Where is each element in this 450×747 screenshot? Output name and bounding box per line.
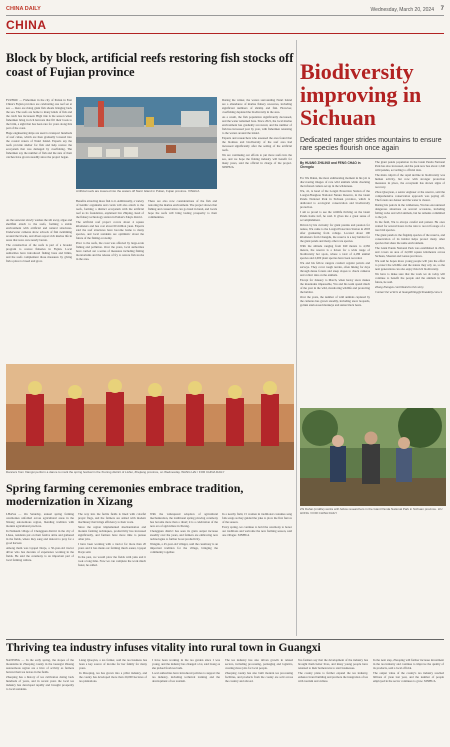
reef-paragraph: As a result, the fish population significantly decreased, and the water remained bare. Since 2021, the local marine environment has gradually recovered, and the number of fish has increased year by year, with fishermen returning to the waters around the island.: [222, 115, 292, 135]
reef-paragraph: We are continuing our efforts to put more reefs into the sea, and we hope the fishing industry will benefit for many years, said the official in charge of the project. XINHUA: [222, 153, 292, 169]
biodiversity-paragraph: We have to make sure that the work we do today will continue to benefit the people and the animals in the future, he said.: [375, 272, 445, 284]
xizang-paragraph: I have been working with a tractor for more than 20 years and it has made our farming much easier, Gyapel Dorje said.: [78, 542, 146, 554]
tea-paragraph: NANNING — In the early spring, the slopes of the mountains in Zhaoping county in the Guangxi Zhuang autonomous region are a hive of activity as farmers harvest their tea leaves in the fields.: [6, 658, 74, 674]
tea-paragraph: The output value of the county's tea industry reached billions of yuan last year, and the number of people employed in the sector continues to grow. XINHUA: [373, 671, 444, 683]
biodiversity-paragraph: The Giant Panda National Park was established in 2021, and covers an area of 22,000 square kilometers across Sichuan, Shaanxi and Gansu provinces.: [375, 246, 445, 258]
reef-photo: [76, 97, 217, 189]
reef-paragraph: FUZHOU — Fishermen in the city of Putian in East China's Fujian province are celebrating one reef set at sea — there are rising giant fish shoals bringing back the sea. The reefs are home to many kinds of fish and the catch has increased. High tide is the season when fishermen bring in rich harvests that fill their boats to the brim, a sight that has been rare for years along this part of the coast.: [6, 98, 72, 130]
header-rule: [6, 15, 444, 16]
reef-column-3: [148, 199, 217, 359]
biodiversity-column-1: [300, 176, 370, 404]
dancers-photo-caption: Dancers from Xiangxi perform a dance to mark the spring festival in the Xiuning district of Lishui, Zhejiang province, on Wednesday. WANG HAI / FOR CHINA DAILY: [6, 471, 225, 474]
reef-column-1: [6, 98, 72, 216]
xizang-paragraph: Every spring, we continue to hold the ceremony to honor our traditions and welcome the new farming season, said one villager. XINHUA: [222, 525, 292, 537]
biodiversity-paragraph: Zhou Qiaoyuan, a senior engineer at the reserve, said the comprehensive conservation approach was paying off. The forests are denser and the water is clearer.: [375, 190, 445, 202]
reef-photo-image: [76, 97, 217, 189]
biodiversity-headline: Biodiversity improving in Sichuan: [300, 59, 422, 130]
biodiversity-column-2: [375, 160, 445, 404]
xizang-column-3: [150, 512, 218, 636]
xizang-paragraph: In a nearby field, 15 women in traditional costumes sang folk songs as they guided the yaks to plow the first furrow of the season.: [222, 512, 292, 524]
biodiversity-paragraph: For Wu Dahai, the most exhilarating moment in his job is discovering images of rare wild animals while checking the infrared camera set up in the wilderness.: [300, 176, 370, 188]
xizang-paragraph: The way into the fertile fields is lined with colorful prayer flags, and the farmers are armed with modern machinery that brings efficiency to their work.: [78, 512, 146, 524]
tea-column-5: [298, 658, 368, 744]
section-rule: [6, 33, 444, 34]
reef-paragraph: Benefits attracting more fish to it. Additionally, a variety of benthic organisms and corals will also attach to the reefs, forming a distinct ecosystem with the artificial reef as its foundation, explained Lin Zhiping, head of the fishery technology station in Putian's Xiuyu district.: [76, 199, 144, 219]
xizang-paragraph: LHASA — On Saturday, annual spring farming ceremonies unfolded across agricultural areas in the Xizang autonomous region, blending tradition with modern agricultural practices.: [6, 512, 74, 528]
biodiversity-subhead: Dedicated ranger strides mountains to ensure rare species flourish once again: [300, 137, 442, 152]
biodiversity-paragraph: In the field, Wu is always careful and patient. He once waited for several hours in the rain to record footage of a rare bird species.: [375, 220, 445, 232]
biodiversity-byline: By HUANG ZHILING and FENG CHAO in Chengdu: [300, 161, 361, 169]
tea-paragraph: Zhaoping county has also built modern tea processing facilities, and products from the county are sold across the country and abroad.: [225, 671, 293, 683]
reef-column-2: [76, 199, 144, 359]
column-divider: [296, 40, 297, 636]
reef-paragraph: There are also now considerations of the fish and restoring the marine environment. The project shows that fishing and conservation can go hand in hand, and locals hope the reefs will bring lasting prosperity to their communities.: [148, 199, 217, 219]
biodiversity-paragraph: Zhang Zhongxu contributed to this story.: [375, 285, 425, 289]
xizang-paragraph: Since the region implemented mechanization and modern farming techniques, productivity has increased significantly, and farmers have more time to pursue other jobs.: [78, 525, 146, 541]
biodiversity-paragraph: The main culprit of the rapid decline in biodiversity was human activity, but now with stronger protection measures in place, the ecosystem has shown signs of recovery.: [375, 173, 445, 189]
dancers-photo: [6, 364, 294, 470]
subhead-rule: [300, 158, 446, 159]
tea-column-4: [225, 658, 293, 744]
ranger-photo: [300, 408, 446, 506]
tea-paragraph: Local authorities have introduced policies to support the tea industry, including technical training and the development of tea tourism.: [152, 671, 220, 683]
reef-paragraph: The construction of the reefs is part of a broader program to restore fisheries in Fujian. Local authorities have introduced fishing bans and limits, and the reefs complement those measures by giving fish a place to breed and grow.: [6, 243, 72, 263]
page-number: 7: [440, 6, 444, 12]
biodiversity-paragraph: During his patrols in the wilderness, Wu has encountered dangerous situations on several occasions, including falling rocks and wild animals, but he remains committed to the job.: [375, 203, 445, 219]
ranger-photo-image: [300, 408, 446, 506]
ranger-photo-caption: Zhi Dahai (middle) works with fellow researchers in the Giant Panda National Park in Sichuan province. LIU HONG / FOR CHINA DAILY: [300, 508, 443, 515]
biodiversity-paragraph: Driven by his curiosity for giant pandas and passion for nature, Wu came to the Longxi Protection Station in 2003 after graduating from college. Located about 190 kilometers from Chengdu, the reserve is a key habitat for the giant panda and many other rare species.: [300, 223, 370, 243]
tea-paragraph: The county plans to further expand the tea industry, enhance brand building and promote the integration of tea with tourism and culture.: [298, 671, 368, 683]
reef-paragraph: Experts and researchers who assessed the area found that the biomass and biodiversity of the reef area had increased significantly after the setting of the artificial reefs.: [222, 136, 292, 152]
tea-column-6: [373, 658, 444, 744]
xizang-paragraph: Wangdu, a 45-year-old villager, said the ceremony is an important tradition for the village, bringing the community together.: [150, 542, 218, 554]
biodiversity-paragraph: I am so proud to see the wildlife thriving on the Giant Panda home turf, he said. It gives me a great sense of accomplishment.: [300, 210, 370, 222]
biodiversity-paragraph: With the altitude ranging from 940 meters to 4,582 meters, the reserve is a haven for a wide range of biodiversity hot spots, where a total of 4,186 animal species and 2,000 plant species have been recorded.: [300, 244, 370, 260]
tea-top-rule: [6, 639, 444, 640]
reef-column-4: [222, 98, 292, 356]
tea-paragraph: I have been working in the tea garden since I was young, and the industry has changed a lot, said Liang as she picked fresh tea buds.: [152, 658, 220, 670]
reef-photo-caption: Artificial reefs are lowered into the waters off Nanri Island in Putian, Fujian province. XINHUA: [76, 190, 200, 193]
xizang-paragraph: Chengguan district has seen its grain output increase steadily over the years, and farmers are embracing new technologies to further boost productivity.: [150, 529, 218, 541]
biodiversity-paragraph: Wu and his fellow rangers conduct regular patrols and surveys. They cover tough terrain, often hiking for days through dense forests and steep slopes to check cameras and collect data on the animals.: [300, 261, 370, 277]
xizang-column-1: [6, 512, 74, 636]
tea-paragraph: Zhaoping has a history of tea cultivation dating back hundreds of years, and in recent years the local tea industry has developed rapidly and brought prosperity to local residents.: [6, 675, 74, 691]
masthead-logo: CHINA DAILY: [6, 6, 41, 12]
biodiversity-paragraph: Over the years, the number of wild animals captured by the cameras has grown steadily, including snow leopards, golden snub-nosed monkeys and Asian black bears.: [300, 295, 370, 307]
tea-paragraph: In Zhaoping, tea has grown into a pillar industry, and the county has developed more than 20,000 hectares of tea plantations.: [79, 671, 147, 683]
writer-contact: Contact the writers at huangzhiling@chinadaily.com.cn: [375, 290, 443, 294]
biodiversity-paragraph: The giant panda population in the Giant Panda National Park has also increased, and the park now has about 1,340 wild pandas, according to official data.: [375, 160, 445, 172]
tea-paragraph: Liang Qiaoyun, a tea farmer, said the tea business has been a key source of income for her family for many years.: [79, 658, 147, 670]
xizang-column-4: [222, 512, 292, 636]
xizang-paragraph: With the widespread adoption of agricultural mechanization, the traditional spring plowing ceremony has become more than a ritual; it is a celebration of the new era of agriculture in Xizang.: [150, 512, 218, 528]
reef-paragraph: The artificial reef project covers about 4 square kilometers and has cost about 60 million yuan. Experts said the reef structures have become home to many species, and local residents are optimistic about the future of the fishing economy.: [76, 220, 144, 240]
tea-paragraph: In the next step, Zhaoping will further increase investment in the tea industry and continue to improve the quality of its products, said a local official.: [373, 658, 444, 670]
tea-column-3: [152, 658, 220, 744]
xizang-headline: Spring farming ceremonies embrace tradition, modernization in Xizang: [6, 481, 244, 508]
section-title: CHINA: [6, 18, 47, 32]
biodiversity-paragraph: Wu, 41, is head of the Longxi Protection Station of the Longxi-Hongkou National Nature Reserve, in the Giant Panda National Park in Sichuan province, which is dedicated to ecological conservation and biodiversity protection.: [300, 189, 370, 209]
issue-date: Wednesday, March 20, 2024: [370, 7, 434, 13]
xizang-column-2: [78, 512, 146, 636]
reef-paragraph: As the seawater slowly washes the silt away, algae and shellfish attach to the reefs, forming a stable environment with artificial and natural structures. Underwater cameras show schools of fish swimming around the blocks, and divers report rich marine life in areas that were once nearly barren.: [6, 218, 72, 242]
biodiversity-paragraph: Wu said he hopes more young people will join the effort to protect the wildlife and the nature they rely on, so the next generations can also enjoy this rich biodiversity.: [375, 259, 445, 271]
tea-headline: Thriving tea industry infuses vitality into rural town in Guangxi: [6, 642, 321, 654]
tea-column-1: [6, 658, 74, 744]
reef-column-1b: [6, 218, 72, 358]
reef-headline: Block by block, artificial reefs restoring fish stocks off coast of Fujian province: [6, 51, 294, 79]
dancers-photo-image: [6, 364, 294, 470]
tea-column-2: [79, 658, 147, 744]
xizang-paragraph: In Namsum village of Chengguan district in the city of Lhasa, residents put on their festive attire and gathered in the fields, where they sang and danced to pray for a good harvest.: [6, 529, 74, 545]
xizang-paragraph: Among them was Gyapel Dorje, a 50-year-old tractor driver who has decades of experience working in the fields. He said the ceremony is an important part of local farming culture.: [6, 546, 74, 562]
reef-paragraph: Huge engineering ships are used to transport hundreds of reef cubes, which are then gradually lowered into the coastal waters of Nanri Island. Experts say the reefs provide shelter for fish and help restore the ecosystem that was damaged by overfishing. The fishermen say the number of fish and the size of their catches have grown steadily since the project began.: [6, 131, 72, 159]
xizang-paragraph: In the past, we would plow the fields with yaks and it took a long time. Now we can complete the work much faster, he added.: [78, 555, 146, 567]
biodiversity-paragraph: Except for January to March, when heavy snow makes the mountains impassable, Wu and his team spend much of the year in the wild, monitoring wildlife and protecting the habitat.: [300, 278, 370, 294]
biodiversity-paragraph: The giant panda is the flagship species of the reserve, and conservation of its habitat helps protect many other species that share the same environment.: [375, 233, 445, 245]
tea-paragraph: Tea farmers say that the development of the industry has brought them better lives, and many young people have returned to their hometowns to start businesses.: [298, 658, 368, 670]
reef-paragraph: Prior to the reefs, the coast was affected by large-scale fishing and pollution. Over the years, local authorities have carried out a series of measures including fishing moratoriums and the release of fry to restore fish stocks in the area.: [76, 241, 144, 261]
tea-paragraph: The tea industry has also driven growth in related sectors, including processing, packaging and logistics, creating more jobs for local people.: [225, 658, 293, 670]
reef-paragraph: During the winter, the waters surrounding Nanri Island are a abundance of marine fishery resources, including significant numbers of shrimp and fish. However, overfishing depleted the biodiversity in the area.: [222, 98, 292, 114]
